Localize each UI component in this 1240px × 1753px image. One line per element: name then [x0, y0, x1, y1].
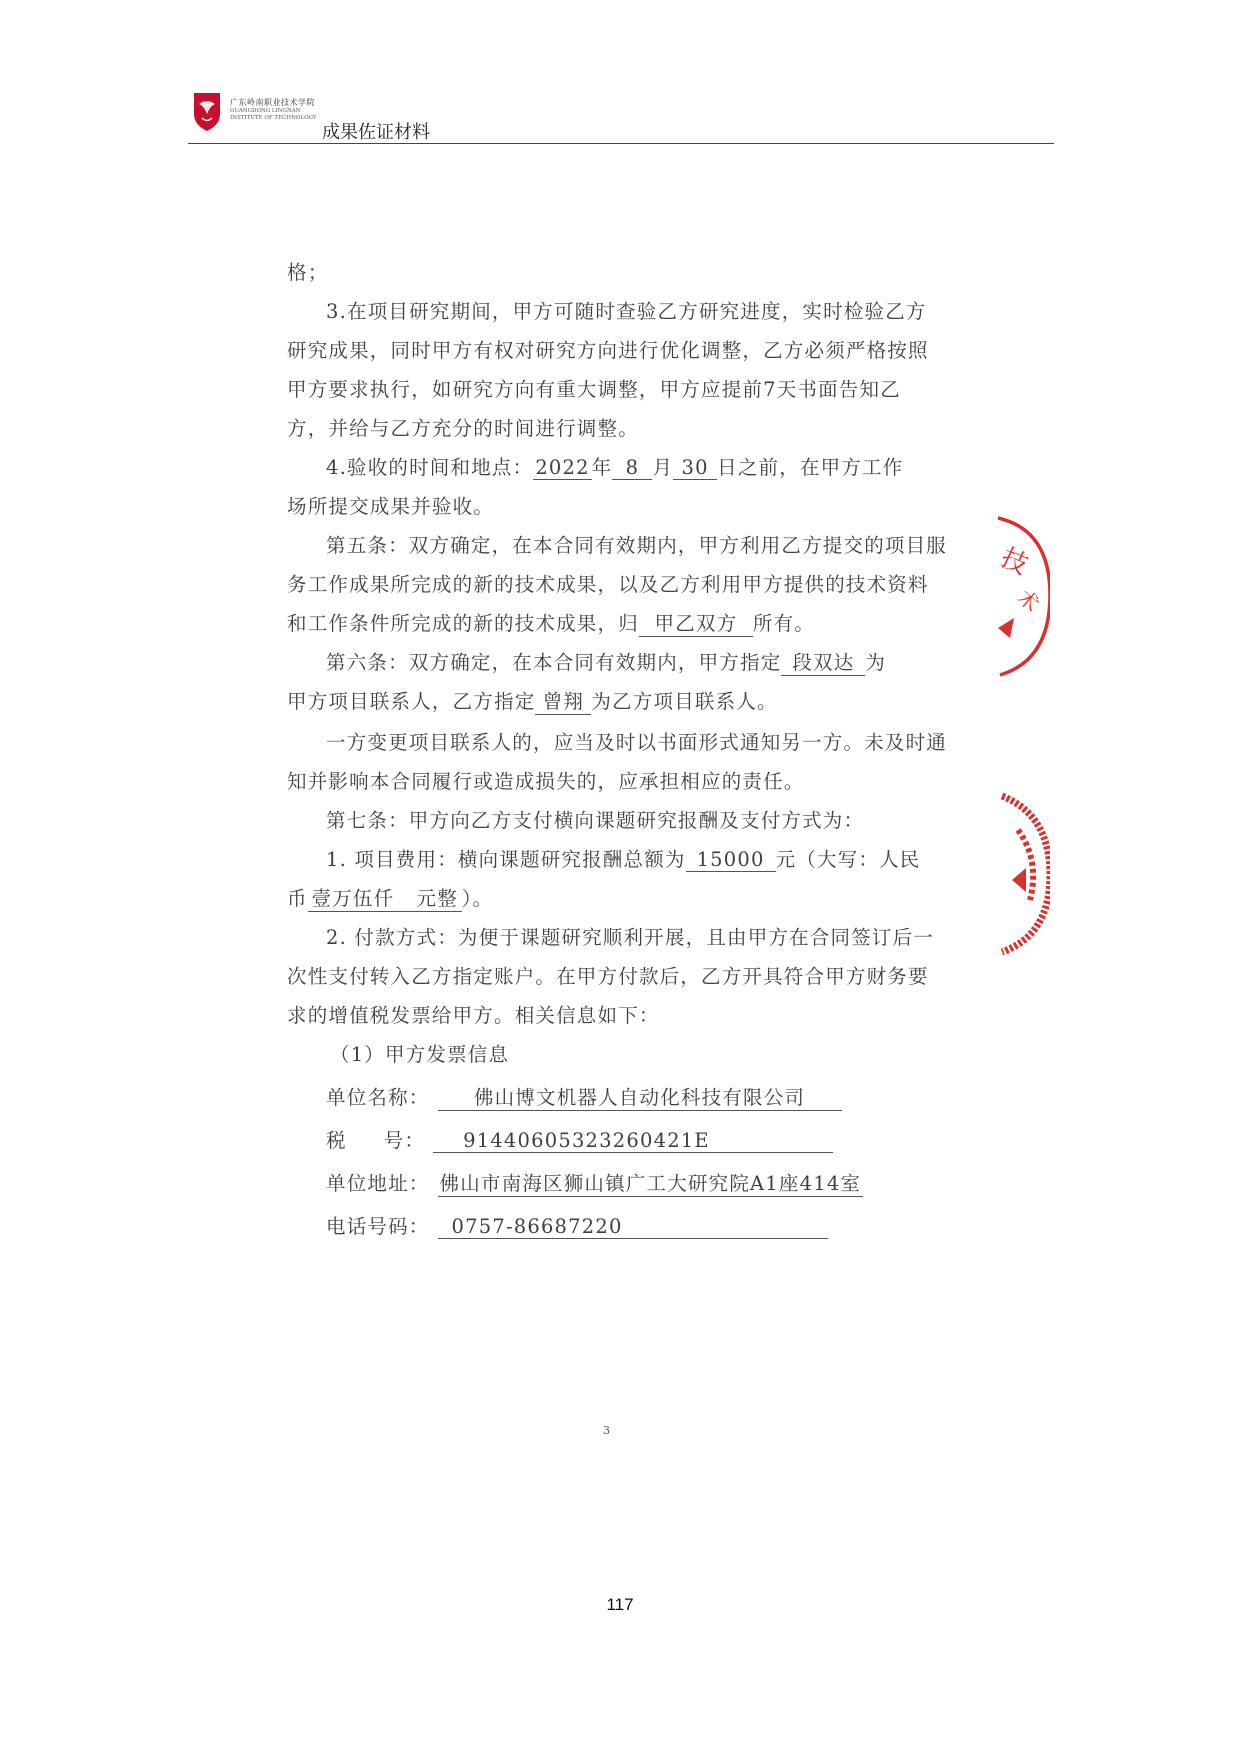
phoenix-shield-logo-icon: [193, 92, 221, 132]
text-line: 格；: [287, 261, 329, 284]
filled-contact-a: 段双达: [781, 647, 865, 676]
institution-name-en: GUANGDONG LINGNAN: [230, 108, 301, 114]
invoice-tax-value: 91440605323260421E: [433, 1129, 833, 1153]
filled-fee-amount: 15000: [686, 848, 776, 872]
invoice-tax-row: [326, 1125, 833, 1153]
text-fragment: 日之前，在甲方工作: [717, 456, 904, 479]
filled-day: 30: [673, 456, 717, 480]
invoice-unit-label: 单位名称：: [326, 1086, 430, 1109]
text-fragment: 元（大写：人民: [775, 848, 921, 871]
text-line: 知并影响本合同履行或造成损失的，应承担相应的责任。: [287, 770, 805, 793]
fee-words-line: [287, 883, 493, 912]
text-line: 场所提交成果并验收。: [287, 495, 495, 518]
text-fragment: 4.验收的时间和地点：: [326, 456, 534, 479]
page-number: 117: [606, 1595, 634, 1614]
filled-month: 8: [612, 456, 652, 480]
text-fragment: ）。: [461, 887, 494, 910]
text-fragment: 为乙方项目联系人。: [591, 690, 778, 713]
text-line: 2. 付款方式：为便于课题研究顺利开展，且由甲方在合同签订后一: [326, 926, 935, 949]
page-header: [0, 0, 1240, 150]
text-line: 第七条：甲方向乙方支付横向课题研究报酬及支付方式为：: [326, 809, 865, 832]
invoice-unit-value: 佛山博文机器人自动化科技有限公司: [438, 1082, 842, 1111]
text-fragment: 月: [652, 456, 674, 479]
text-fragment: 为: [865, 651, 887, 674]
text-fragment: 年: [591, 456, 613, 479]
invoice-phone-value: 0757-86687220: [438, 1215, 828, 1239]
text-line: 一方变更项目联系人的，应当及时以书面形式通知另一方。未及时通: [326, 731, 948, 754]
scan-page-number: 3: [603, 1424, 610, 1437]
acceptance-date-line: [326, 452, 903, 480]
filled-year: 2022: [535, 456, 590, 479]
text-line: 甲方要求执行，如研究方向有重大调整，甲方应提前7天书面告知乙: [287, 378, 901, 401]
institution-name-cn: 广东岭南职业技术学院: [230, 98, 315, 107]
contact-a-line: [326, 647, 886, 676]
filled-contact-b: 曾翔: [535, 686, 591, 715]
header-divider: [188, 143, 1054, 144]
invoice-unit-row: [326, 1082, 842, 1111]
svg-text:技: 技: [996, 542, 1033, 581]
ownership-line: [287, 608, 815, 637]
scanned-contract-page: [0, 150, 1240, 1600]
text-fragment: 币: [287, 887, 308, 910]
filled-owner: 甲乙双方: [639, 608, 753, 637]
institution-name-en-2: INSTITUTE OF TECHNOLOGY: [230, 115, 317, 121]
text-fragment: 和工作条件所完成的新的技术成果，归: [287, 612, 639, 635]
invoice-tax-label: 税 号：: [326, 1129, 426, 1152]
invoice-phone-row: [326, 1211, 828, 1239]
text-line: 第五条：双方确定，在本合同有效期内，甲方利用乙方提交的项目服: [326, 534, 948, 557]
text-line: 求的增值税发票给甲方。相关信息如下：: [287, 1004, 660, 1027]
invoice-address-row: [326, 1168, 863, 1197]
red-seal-stamp-2-icon: [990, 790, 1050, 960]
text-line: 务工作成果所完成的新的技术成果，以及乙方利用甲方提供的技术资料: [287, 573, 929, 596]
red-seal-stamp-icon: [980, 510, 1050, 680]
header-title: 成果佐证材料: [322, 122, 430, 143]
invoice-address-value: 佛山市南海区狮山镇广工大研究院A1座414室: [438, 1168, 864, 1197]
text-line: 研究成果，同时甲方有权对研究方向进行优化调整，乙方必须严格按照: [287, 339, 929, 362]
text-fragment: 甲方项目联系人，乙方指定: [287, 690, 536, 713]
fee-line: [326, 844, 921, 872]
text-line: （1）甲方发票信息: [330, 1043, 510, 1066]
invoice-phone-label: 电话号码：: [326, 1215, 430, 1238]
text-line: 次性支付转入乙方指定账户。在甲方付款后，乙方开具符合甲方财务要: [287, 965, 929, 988]
text-line: 3.在项目研究期间，甲方可随时查验乙方研究进度，实时检验乙方: [326, 300, 927, 323]
text-fragment: 所有。: [752, 612, 816, 635]
invoice-address-label: 单位地址：: [326, 1172, 430, 1195]
text-fragment: 1. 项目费用：横向课题研究报酬总额为: [326, 848, 686, 871]
filled-fee-words: 壹万伍仟 元整: [308, 883, 462, 912]
contact-b-line: [287, 686, 778, 715]
svg-text:术: 术: [1013, 584, 1044, 617]
text-line: 方，并给与乙方充分的时间进行调整。: [287, 417, 639, 440]
text-fragment: 第六条：双方确定，在本合同有效期内，甲方指定: [326, 651, 782, 674]
